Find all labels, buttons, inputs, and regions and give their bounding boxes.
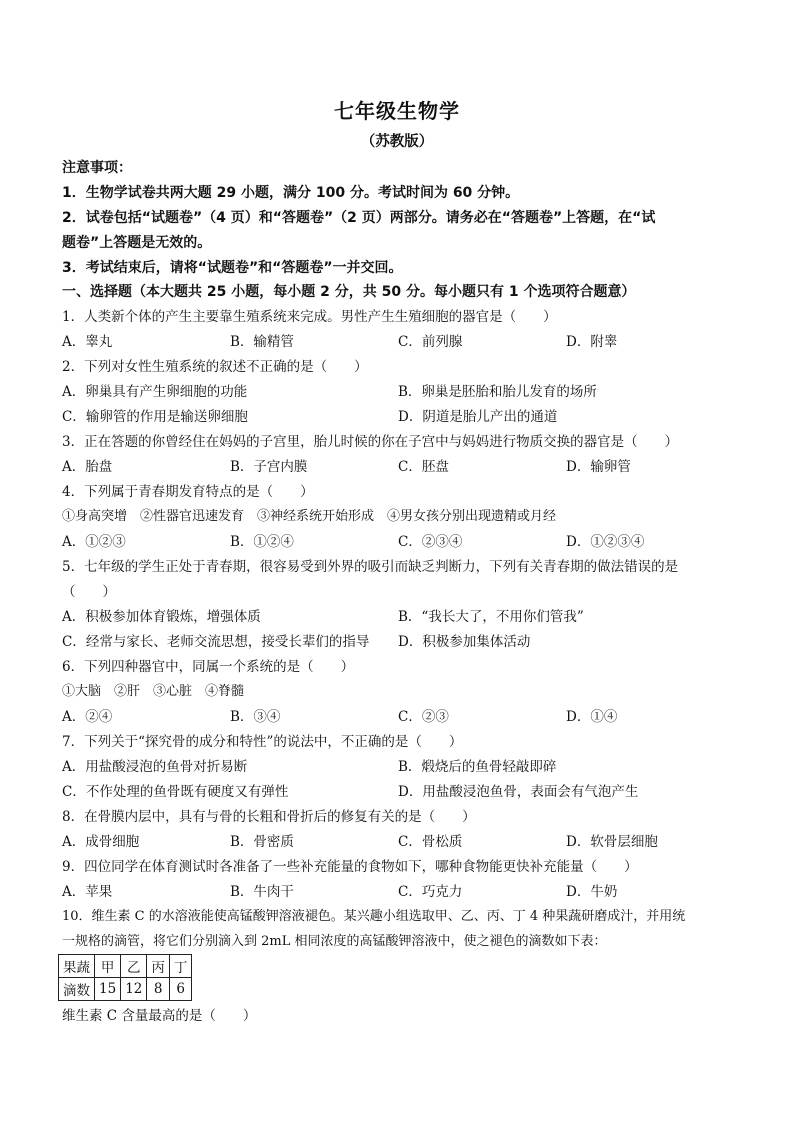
question-6-option-d: D．①④ xyxy=(566,709,618,725)
question-3-option-a: A．胎盘 xyxy=(62,459,113,475)
notice-heading: 注意事项： xyxy=(62,160,132,176)
question-10-question: 维生素 C 含量最高的是（ ） xyxy=(62,1008,257,1024)
table-cell: 果蔬 xyxy=(59,955,95,978)
question-5-option-b: B．“我长大了，不用你们管我” xyxy=(398,609,584,625)
question-3-option-b: B．子宫内膜 xyxy=(230,459,308,475)
section-heading: 一、选择题（本大题共 25 小题，每小题 2 分，共 50 分。每小题只有 1 个选项符合题意） xyxy=(62,284,636,300)
table-cell: 12 xyxy=(121,978,147,1001)
question-6-option-a: A．②④ xyxy=(62,709,113,725)
fruit-drops-table xyxy=(58,954,192,1001)
question-6-items: ①大脑 ②肝 ③心脏 ④脊髓 xyxy=(62,684,245,699)
notice-item-1: 1．生物学试卷共两大题 29 小题，满分 100 分。考试时间为 60 分钟。 xyxy=(62,185,520,201)
table-cell: 丙 xyxy=(147,955,170,978)
question-9-option-c: C．巧克力 xyxy=(398,884,463,900)
notice-item-3: 3．考试结束后，请将“试题卷”和“答题卷”一并交回。 xyxy=(62,260,403,276)
table-cell: 甲 xyxy=(95,955,121,978)
question-10-stem-line-2: 一规格的滴管，将它们分别滴入到 2mL 相同浓度的高锰酸钾溶液中，使之褪色的滴数如下表： xyxy=(62,934,607,949)
page-title: 七年级生物学 xyxy=(334,99,460,123)
question-1-option-b: B．输精管 xyxy=(230,334,294,350)
question-4-items: ①身高突增 ②性器官迅速发育 ③神经系统开始形成 ④男女孩分别出现遗精或月经 xyxy=(62,509,557,524)
question-4-option-d: D．①②③④ xyxy=(566,534,645,550)
question-10-stem-line-1: 10．维生素 C 的水溶液能使高锰酸钾溶液褪色。某兴趣小组选取甲、乙、丙、丁 4 种果蔬研磨成汁，并用统 xyxy=(62,909,686,924)
question-2-option-c: C．输卵管的作用是输送卵细胞 xyxy=(62,409,248,425)
question-6-stem: 6．下列四种器官中，同属一个系统的是（ ） xyxy=(62,659,355,675)
question-9-option-a: A．苹果 xyxy=(62,884,113,900)
table-cell: 8 xyxy=(147,978,170,1001)
question-7-option-b: B．煅烧后的鱼骨轻敲即碎 xyxy=(398,759,557,775)
question-1-stem: 1．人类新个体的产生主要靠生殖系统来完成。男性产生生殖细胞的器官是（ ） xyxy=(62,309,557,325)
question-9-option-d: D．牛奶 xyxy=(566,884,618,900)
table-cell: 滴数 xyxy=(59,978,95,1001)
question-5-option-a: A．积极参加体育锻炼，增强体质 xyxy=(62,609,261,625)
question-8-option-d: D．软骨层细胞 xyxy=(566,834,658,850)
question-7-option-c: C．不作处理的鱼骨既有硬度又有弹性 xyxy=(62,784,289,800)
question-6-option-c: C．②③ xyxy=(398,709,449,725)
question-9-option-b: B．牛肉干 xyxy=(230,884,294,900)
question-8-stem: 8．在骨膜内层中，具有与骨的长粗和骨折后的修复有关的是（ ） xyxy=(62,809,476,825)
table-cell: 15 xyxy=(95,978,121,1001)
question-8-option-a: A．成骨细胞 xyxy=(62,834,140,850)
question-5-option-d: D．积极参加集体活动 xyxy=(398,634,531,650)
question-5-option-c: C．经常与家长、老师交流思想，接受长辈们的指导 xyxy=(62,634,370,650)
question-2-option-d: D．阴道是胎儿产出的通道 xyxy=(398,409,558,425)
page-subtitle: （苏教版） xyxy=(360,134,434,150)
question-3-option-d: D．输卵管 xyxy=(566,459,631,475)
question-4-option-b: B．①②④ xyxy=(230,534,294,550)
table-cell: 乙 xyxy=(121,955,147,978)
table-cell: 丁 xyxy=(169,955,192,978)
table-header-row xyxy=(59,955,192,978)
question-7-stem: 7．下列关于“探究骨的成分和特性”的说法中，不正确的是（ ） xyxy=(62,734,463,750)
question-3-stem: 3．正在答题的你曾经住在妈妈的子宫里，胎儿时候的你在子宫中与妈妈进行物质交换的器官是（ ） xyxy=(62,434,679,450)
question-7-option-d: D．用盐酸浸泡鱼骨，表面会有气泡产生 xyxy=(398,784,639,800)
question-1-option-d: D．附睾 xyxy=(566,334,618,350)
notice-item-2-line-2: 题卷”上答题是无效的。 xyxy=(62,235,212,251)
question-7-option-a: A．用盐酸浸泡的鱼骨对折易断 xyxy=(62,759,248,775)
question-3-option-c: C．胚盘 xyxy=(398,459,449,475)
table-row xyxy=(59,978,192,1001)
question-6-option-b: B．③④ xyxy=(230,709,281,725)
question-1-option-c: C．前列腺 xyxy=(398,334,463,350)
question-4-option-c: C．②③④ xyxy=(398,534,463,550)
question-9-stem: 9．四位同学在体育测试时各准备了一些补充能量的食物如下，哪种食物能更快补充能量（ ） xyxy=(62,859,638,875)
question-2-option-b: B．卵巢是胚胎和胎儿发育的场所 xyxy=(398,384,597,400)
question-5-stem-line-1: 5．七年级的学生正处于青春期，很容易受到外界的吸引而缺乏判断力，下列有关青春期的做法错误的是 xyxy=(62,559,679,575)
question-2-option-a: A．卵巢具有产生卵细胞的功能 xyxy=(62,384,248,400)
notice-item-2-line-1: 2．试卷包括“试题卷”（4 页）和“答题卷”（2 页）两部分。请务必在“答题卷”上答题，在“试 xyxy=(62,210,656,226)
question-2-stem: 2．下列对女性生殖系统的叙述不正确的是（ ） xyxy=(62,359,368,375)
question-8-option-b: B．骨密质 xyxy=(230,834,294,850)
question-1-option-a: A．睾丸 xyxy=(62,334,113,350)
table-cell: 6 xyxy=(169,978,192,1001)
question-4-option-a: A．①②③ xyxy=(62,534,126,550)
question-4-stem: 4．下列属于青春期发育特点的是（ ） xyxy=(62,484,314,500)
question-8-option-c: C．骨松质 xyxy=(398,834,463,850)
question-5-stem-line-2: （ ） xyxy=(62,584,116,600)
